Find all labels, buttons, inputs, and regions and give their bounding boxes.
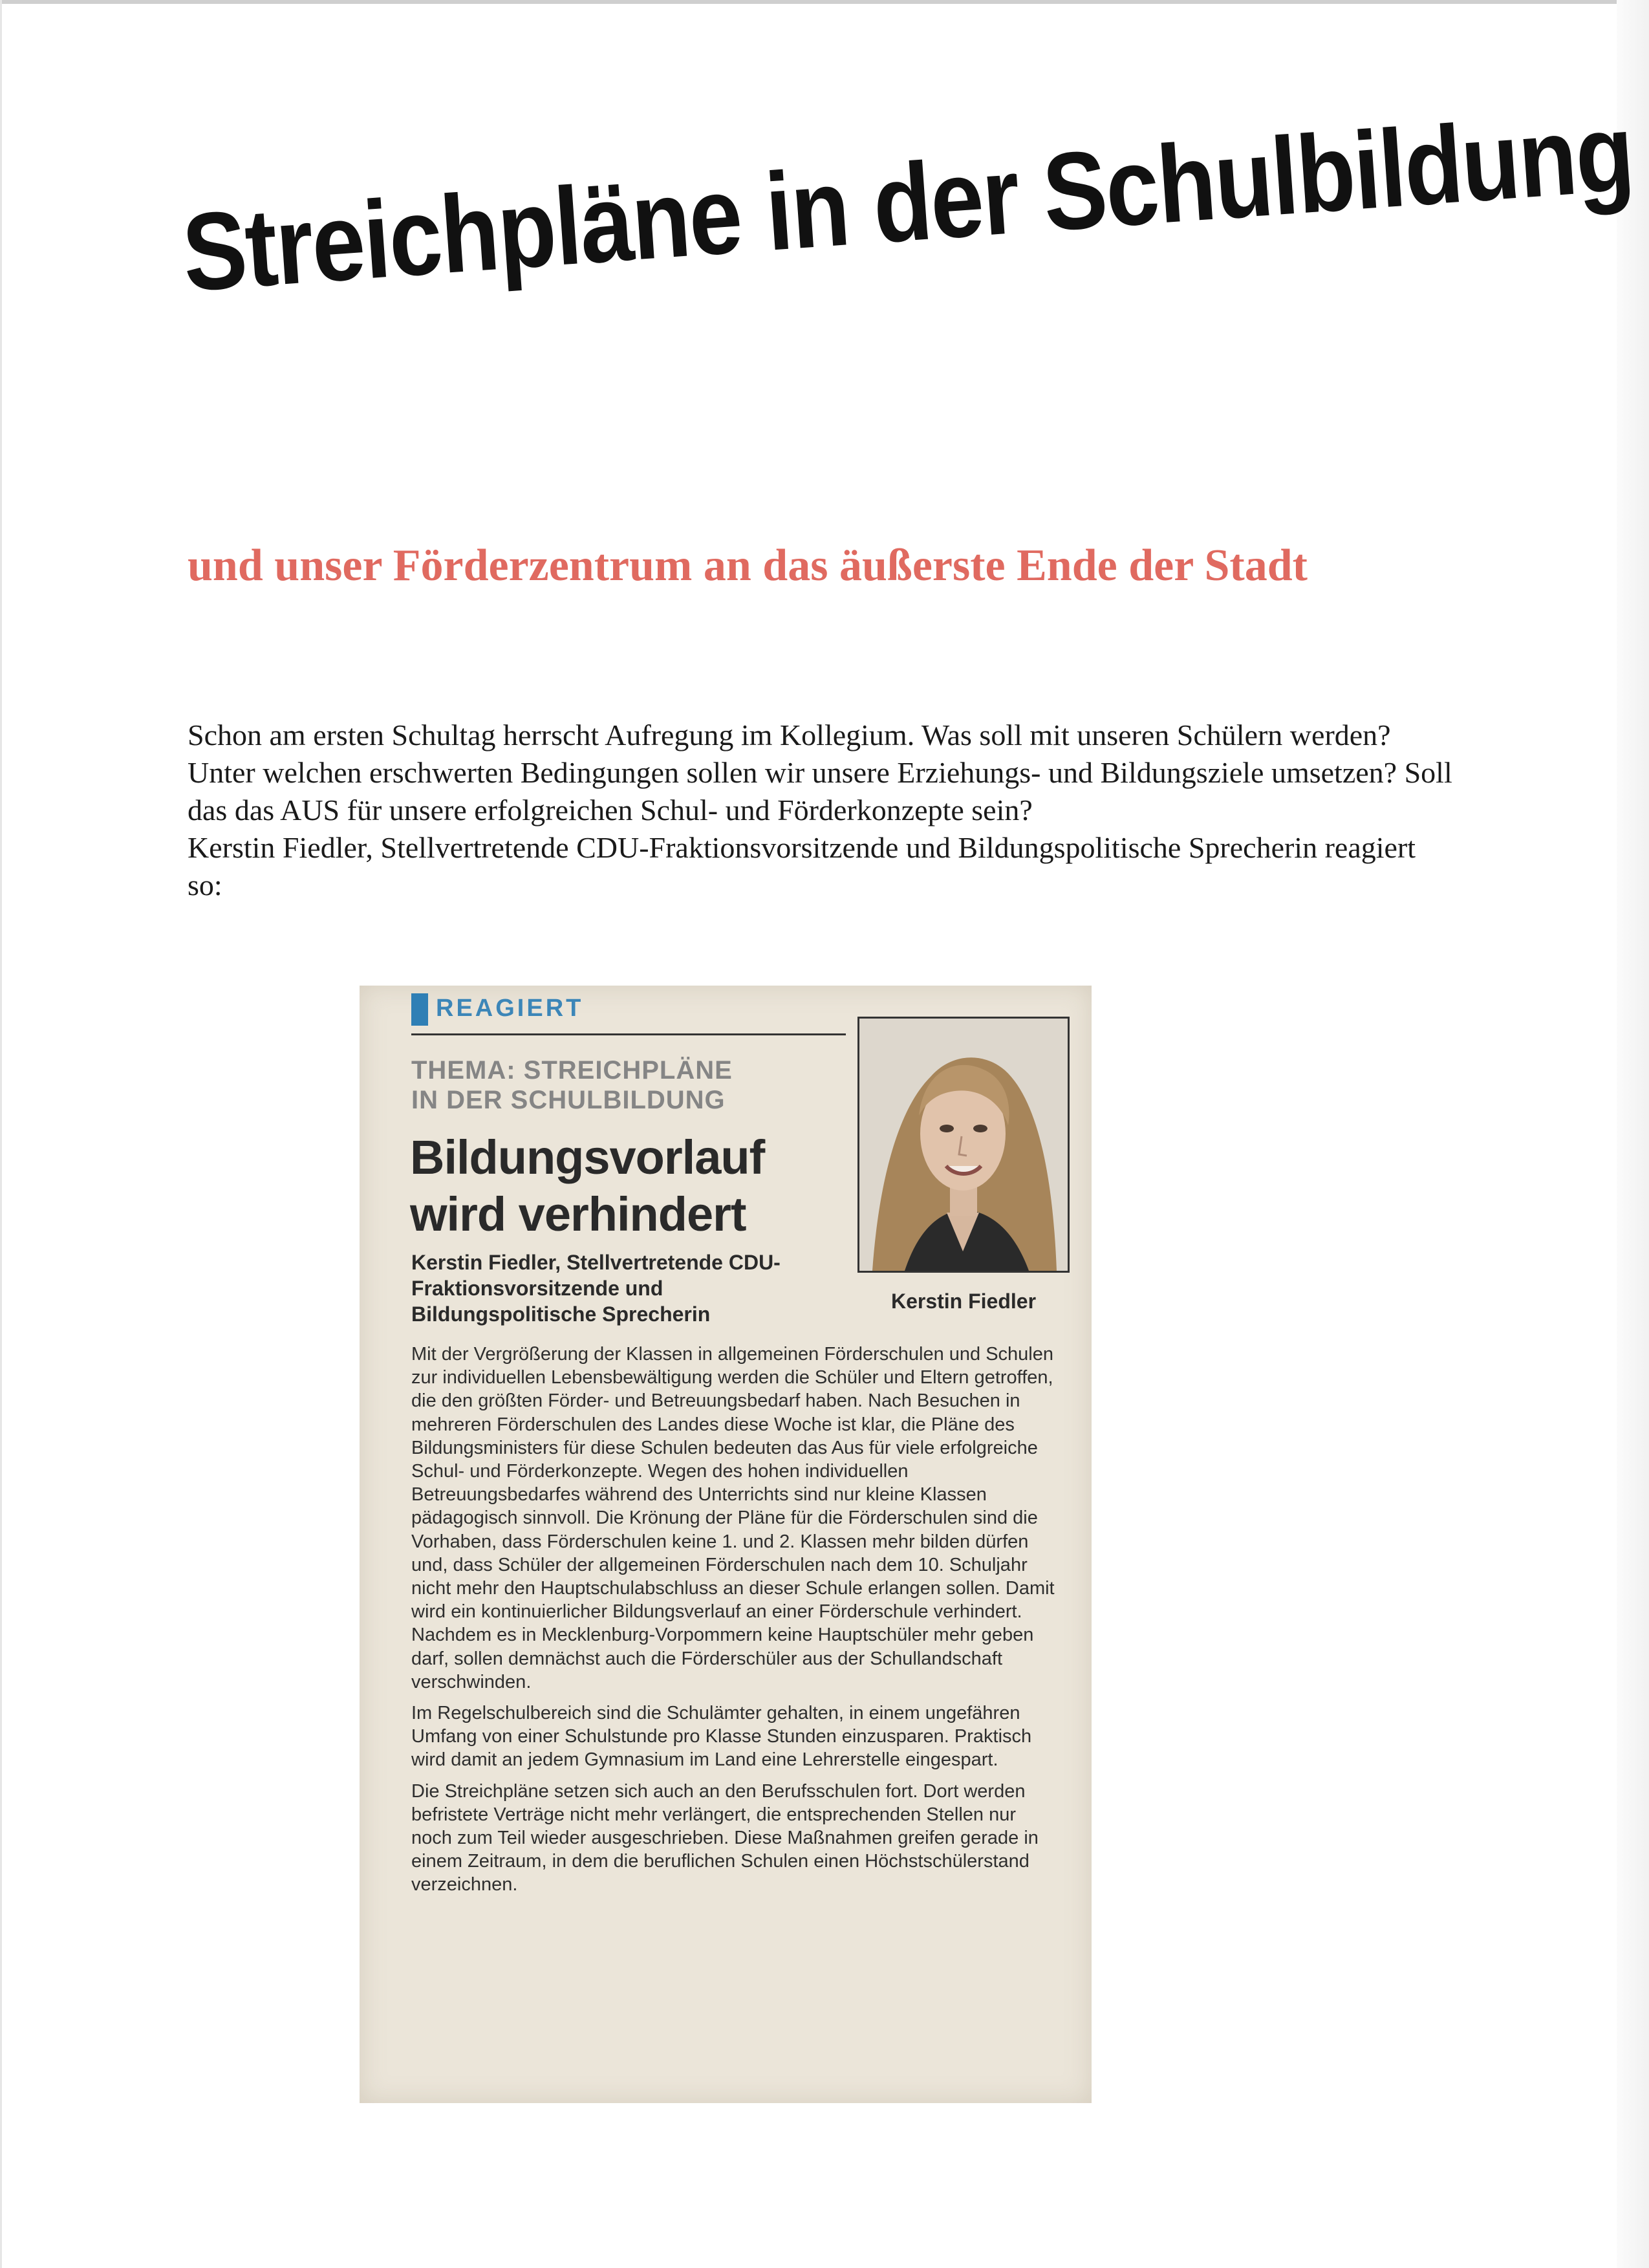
- scan-right-edge: [1617, 0, 1649, 2268]
- intro-paragraph: Kerstin Fiedler, Stellvertretende CDU-Fraktionsvorsitzende und Bildungspolitische Sprecherin reagiert so:: [188, 831, 1416, 902]
- kicker-accent-block: [411, 993, 428, 1026]
- scan-left-edge: [0, 0, 2, 2268]
- kicker-rule: [411, 1033, 846, 1035]
- intro-text: [188, 717, 1455, 904]
- portrait-image: [859, 1019, 1068, 1271]
- article-paragraph: Mit der Vergrößerung der Klassen in allgemeinen Förderschulen und Schulen zur individuellen Lebensbewältigung werden die Schüler und Eltern getroffen, die den größten Förder- und Betreuungsbedarf haben. Nach Besuchen in mehreren Förderschulen des Landes diese Woche ist klar, die Pläne des Bildungsministers für diese Schulen bedeuten das Aus für viele erfolgreiche Schul- und Förderkonzepte. Wegen des hohen individuellen Betreuungsbedarfes während des Unterrichts sind nur kleine Klassen pädagogisch sinnvoll. Die Krönung der Pläne für die Förderschulen sind die Vorhaben, dass Förderschulen keine 1. und 2. Klassen mehr bilden dürfen und, dass Schüler der allgemeinen Förderschulen nach dem 10. Schuljahr nicht mehr den Hauptschulabschluss an dieser Schule erlangen sollen. Damit wird ein kontinuierlicher Bildungsverlauf an einer Förderschule verhindert. Nachdem es in Mecklenburg-Vorpommern keine Hauptschüler mehr geben darf, sollen demnächst auch die Förderschüler aus der Schullandschaft verschwinden.: [411, 1344, 1055, 1692]
- kicker-label: REAGIERT: [436, 995, 584, 1022]
- topic-label: [411, 1055, 733, 1115]
- photo-caption: Kerstin Fiedler: [890, 1290, 1037, 1313]
- topic-line: IN DER SCHULBILDUNG: [411, 1086, 726, 1114]
- article-paragraph: Im Regelschulbereich sind die Schulämter gehalten, in einem ungefähren Umfang von einer Schulstunde pro Klasse Stunden einzusparen. Praktisch wird damit an jedem Gymnasium im Land eine Lehrerstelle eingespart.: [411, 1703, 1032, 1771]
- page-subtitle: und unser Förderzentrum an das äußerste Ende der Stadt: [188, 541, 1308, 590]
- intro-paragraph: Schon am ersten Schultag herrscht Aufregung im Kollegium. Was soll mit unseren Schülern werden? Unter welchen erschwerten Bedingungen sollen wir unsere Erziehungs- und Bildungsziele umsetzen? Soll das das AUS für unsere erfolgreichen Schul- und Förderkonzepte sein?: [188, 718, 1452, 826]
- portrait-photo: [857, 1017, 1070, 1273]
- article-byline: Kerstin Fiedler, Stellvertretende CDU-Fraktionsvorsitzende und Bildungspolitische Sprecherin: [411, 1251, 781, 1326]
- article-paragraph: Die Streichpläne setzen sich auch an den Berufsschulen fort. Dort werden befristete Verträge nicht mehr verlängert, die entsprechenden Stellen nur noch zum Teil wieder ausgeschrieben. Diese Maßnahmen greifen gerade in einem Zeitraum, in dem die beruflichen Schulen einen Höchstschülerstand verzeichnen.: [411, 1780, 1039, 1895]
- newspaper-clipping: [360, 986, 1092, 2103]
- kicker-bar: [411, 993, 733, 1026]
- topic-line: THEMA: STREICHPLÄNE: [411, 1056, 733, 1085]
- article-title: Bildungsvorlauf wird verhindert: [410, 1130, 765, 1241]
- article-body: [411, 1343, 1058, 1905]
- scan-top-edge: [0, 0, 1649, 4]
- page-headline: Streichpläne in der Schulbildung: [178, 91, 1637, 315]
